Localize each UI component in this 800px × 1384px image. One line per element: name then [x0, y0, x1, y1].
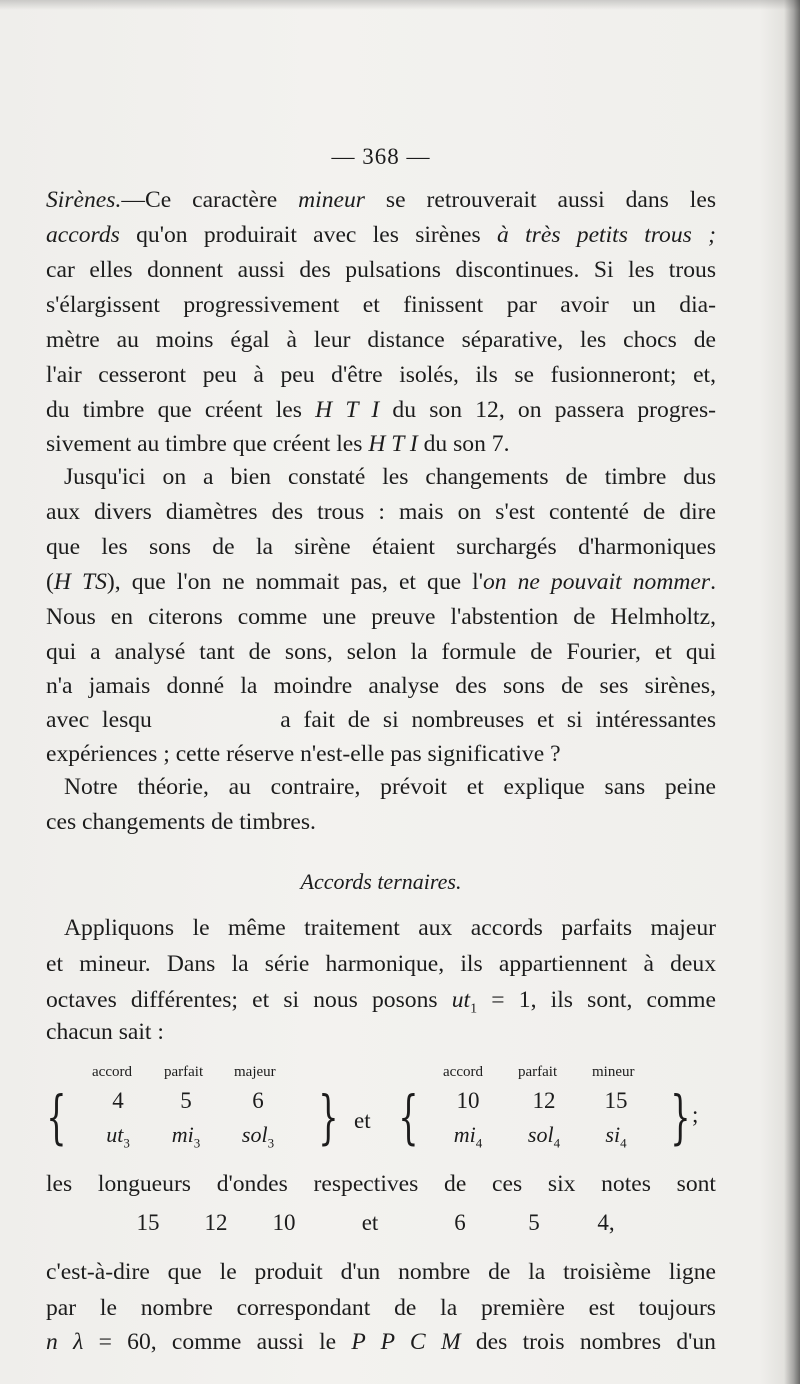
- para1-line7: [46, 394, 716, 426]
- text-fragment: on ne pouvait nommer: [482, 569, 711, 595]
- text-fragment: du son 7.: [417, 431, 510, 457]
- para1-line6: l'air cesseront peu à peu d'être isolés, ils se fusionneront; et,: [46, 362, 716, 388]
- table-end-punct: ;: [692, 1102, 699, 1127]
- para4-line3: [46, 984, 716, 1016]
- text-fragment: —Ce caractère: [121, 187, 299, 213]
- text-fragment: 4: [553, 1135, 561, 1151]
- right-brace-minor: }: [670, 1083, 691, 1151]
- page-binding-shadow: [784, 0, 800, 1384]
- para2-line8: avec lesqu a fait de si nombreuses et si intéressantes: [46, 707, 716, 733]
- text-fragment: P P C M: [351, 1329, 461, 1355]
- para2-line2: aux divers diamètres des trous : mais on s'est contenté de dire: [46, 499, 716, 525]
- wavelength-5: 5: [528, 1210, 540, 1235]
- para1-line4: s'élargissent progressivement et finissent par avoir un dia-: [46, 292, 716, 318]
- para4-line1: Appliquons le même traitement aux accords parfaits majeur: [64, 915, 716, 941]
- text-fragment: du son 12, on passera progres-: [379, 397, 717, 423]
- para2-line5: Nous en citerons comme une preuve l'abstention de Helmholtz,: [46, 604, 716, 630]
- text-fragment: sivement au timbre que créent les: [46, 431, 369, 457]
- text-fragment: mi: [453, 1122, 476, 1147]
- text-fragment: du timbre que créent les: [46, 397, 316, 423]
- para1-sirenes: Sirènes.: [46, 187, 122, 213]
- major-number-1: 4: [112, 1088, 124, 1113]
- left-brace-major: {: [46, 1083, 67, 1151]
- minor-number-2: 12: [532, 1088, 556, 1113]
- text-fragment: mi: [171, 1122, 194, 1147]
- text-fragment: des trois nombres d'un: [460, 1329, 716, 1355]
- text-fragment: octaves différentes; et si nous posons: [46, 987, 452, 1013]
- para2-line1: Jusqu'ici on a bien constaté les changements de timbre dus: [64, 464, 716, 490]
- major-note-1: [83, 1122, 153, 1151]
- text-fragment: qu'on produirait avec les sirènes: [119, 222, 498, 248]
- text-fragment: se retrouverait aussi dans les: [364, 187, 716, 213]
- text-fragment: ut: [451, 987, 471, 1013]
- text-fragment: sol: [241, 1122, 268, 1147]
- text-fragment: sol: [527, 1122, 554, 1147]
- para1-line1: [46, 184, 716, 216]
- text-fragment: 4: [475, 1135, 483, 1151]
- minor-number-3: 15: [604, 1088, 628, 1113]
- text-fragment: .: [710, 569, 716, 595]
- text-fragment: = 60, comme aussi le: [83, 1329, 352, 1355]
- minor-note-3: [581, 1122, 651, 1151]
- page-number: — 368 —: [331, 144, 431, 169]
- text-fragment: H TS: [53, 569, 107, 595]
- wavelength-4: 6: [454, 1210, 466, 1235]
- text-fragment: = 1, ils sont, comme: [477, 987, 716, 1013]
- wavelength-3: 10: [272, 1210, 296, 1235]
- text-fragment: 1: [470, 1001, 478, 1017]
- right-brace-major: }: [318, 1083, 339, 1151]
- para1-line3: car elles donnent aussi des pulsations discontinues. Si les trous: [46, 257, 716, 283]
- para2-line7: n'a jamais donné la moindre analyse des sons de ses sirènes,: [46, 673, 716, 699]
- para3-line1: Notre théorie, au contraire, prévoit et explique sans peine: [64, 774, 716, 800]
- para2-line4: [46, 566, 716, 598]
- text-fragment: 3: [123, 1135, 130, 1151]
- major-number-2: 5: [180, 1088, 192, 1113]
- wavelength-1: 15: [136, 1210, 160, 1235]
- text-fragment: H T I: [315, 397, 380, 423]
- para2-line6: qui a analysé tant de sons, selon la formule de Fourier, et qui: [46, 639, 716, 665]
- para1-line5: mètre au moins égal à leur distance séparative, les chocs de: [46, 327, 716, 353]
- para1-line2: [46, 219, 716, 251]
- text-fragment: 3: [267, 1135, 275, 1151]
- section-heading: Accords ternaires.: [300, 869, 462, 894]
- para4-line2: et mineur. Dans la série harmonique, ils appartiennent à deux: [46, 951, 716, 977]
- major-caption-2: parfait: [164, 1064, 204, 1080]
- text-fragment: H T I: [368, 431, 418, 457]
- page-top-shadow: [0, 0, 800, 10]
- para5-line1: les longueurs d'ondes respectives de ces six notes sont: [46, 1171, 716, 1197]
- para4-line4: chacun sait :: [46, 1019, 164, 1045]
- major-note-3: [223, 1122, 293, 1151]
- major-number-3: 6: [252, 1088, 264, 1113]
- para2-line9: expériences ; cette réserve n'est-elle pas significative ?: [46, 741, 561, 767]
- wavelength-2: 12: [204, 1210, 228, 1235]
- para2-line3: que les sons de la sirène étaient surchargés d'harmoniques: [46, 534, 716, 560]
- wavelength-et: et: [361, 1210, 379, 1235]
- table-et: et: [354, 1108, 371, 1133]
- minor-number-1: 10: [456, 1088, 480, 1113]
- minor-caption-1: accord: [443, 1064, 483, 1080]
- text-fragment: accords: [46, 222, 120, 248]
- major-caption-3: majeur: [234, 1064, 276, 1080]
- major-note-2: [151, 1122, 221, 1151]
- para3-line2: ces changements de timbres.: [46, 809, 316, 835]
- major-caption-1: accord: [92, 1064, 132, 1080]
- text-fragment: ut: [106, 1122, 124, 1147]
- text-fragment: 3: [193, 1135, 201, 1151]
- text-fragment: n λ: [46, 1329, 84, 1355]
- para6-line2: par le nombre correspondant de la première est toujours: [46, 1295, 716, 1321]
- wavelength-6: 4,: [597, 1210, 615, 1235]
- minor-note-1: [433, 1122, 503, 1151]
- para6-line1: c'est-à-dire que le produit d'un nombre de la troisième ligne: [46, 1259, 716, 1285]
- text-fragment: (: [46, 569, 54, 595]
- minor-caption-3: mineur: [592, 1064, 635, 1080]
- text-fragment: si: [605, 1122, 621, 1147]
- text-fragment: ), que l'on ne nommait pas, et que l': [106, 569, 483, 595]
- para1-line8: [46, 428, 716, 460]
- left-brace-minor: {: [398, 1083, 419, 1151]
- minor-note-2: [509, 1122, 579, 1151]
- para1-mineur: mineur: [298, 187, 365, 213]
- minor-caption-2: parfait: [518, 1064, 558, 1080]
- text-fragment: à très petits trous ;: [497, 222, 716, 248]
- para6-line3: [46, 1326, 716, 1358]
- text-fragment: 4: [620, 1135, 627, 1151]
